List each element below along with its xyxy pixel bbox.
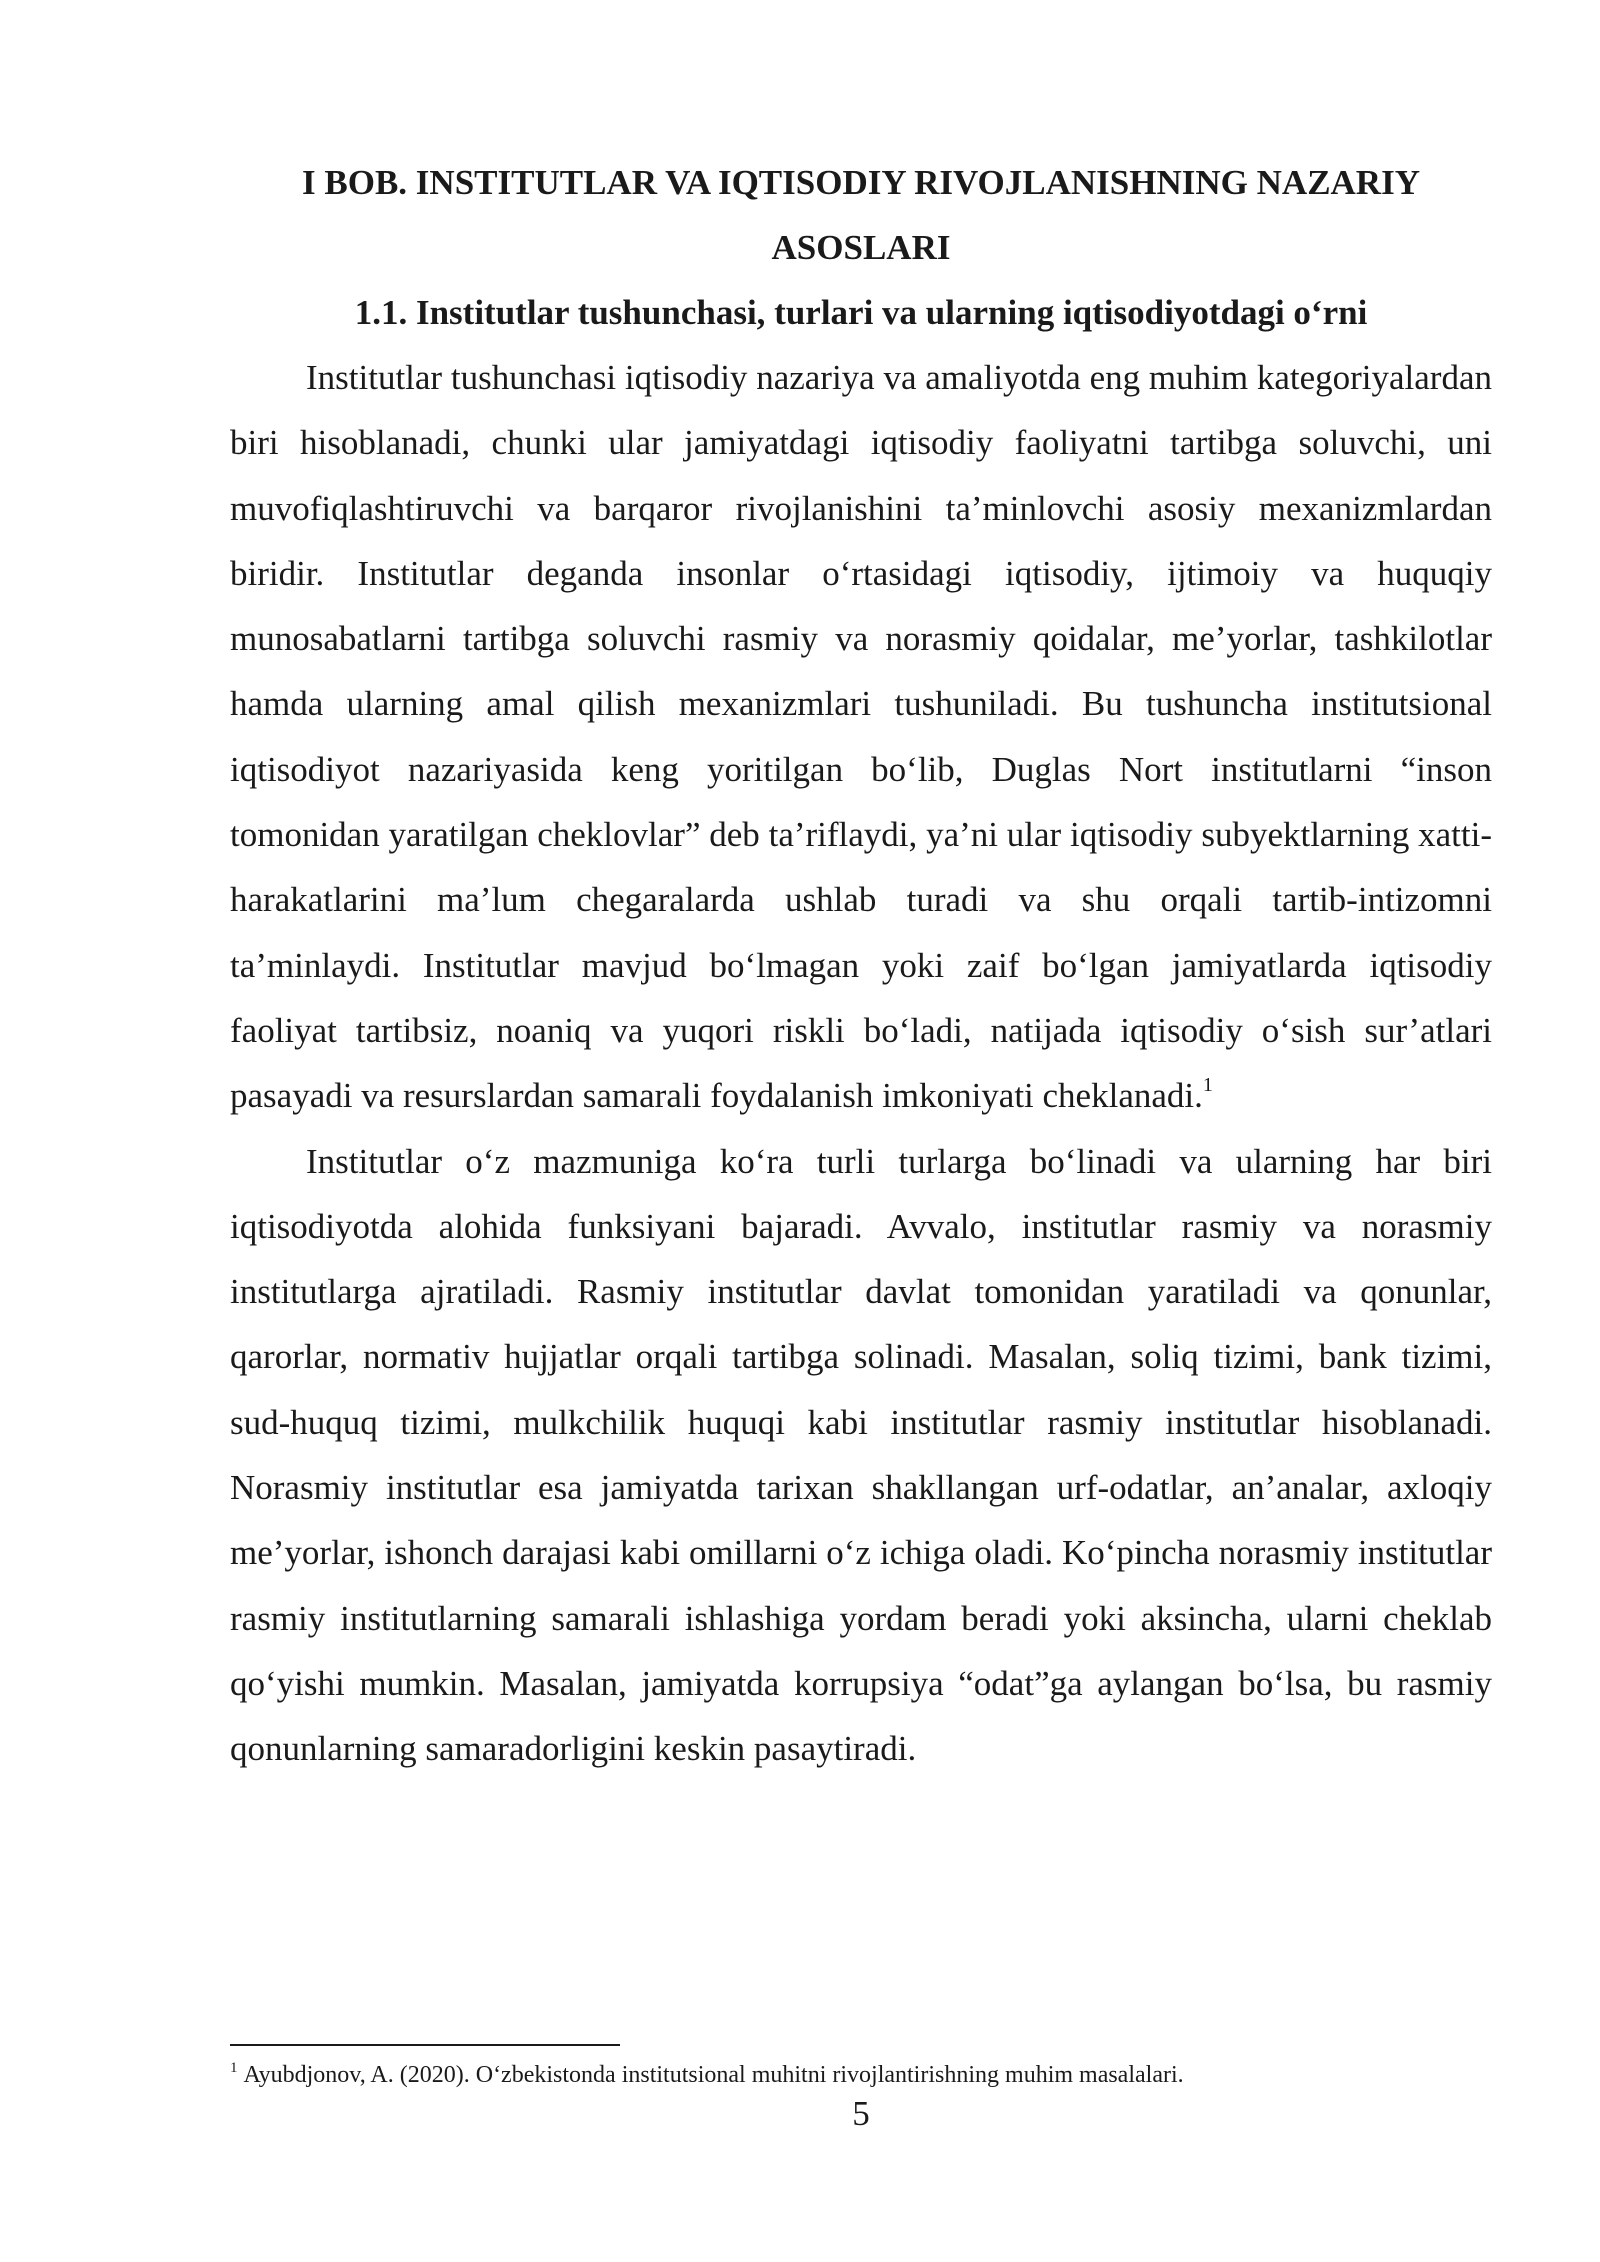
footnote-separator [230,2044,620,2046]
document-body [230,150,1492,1782]
page-number: 5 [852,2094,870,2133]
paragraph-2-text: Institutlar o‘z mazmuniga ko‘ra turli turlarga bo‘linadi va ularning har biri iqtisodiyotda alohida funksiyani bajaradi. Avvalo, institutlar rasmiy va norasmiy institutlarga ajratiladi. Rasmiy institutlar davlat tomonidan yaratiladi va qonunlar, qarorlar, normativ hujjatlar orqali tartibga solinadi. Masalan, soliq tizimi, bank tizimi, sud-huquq tizimi, mulkchilik huquqi kabi institutlar rasmiy institutlar hisoblanadi. Norasmiy institutlar esa jamiyatda tarixan shakllangan urf-odatlar, an’analar, axloqiy me’yorlar, ishonch darajasi kabi omillarni o‘z ichiga oladi. Ko‘pincha norasmiy institutlar rasmiy institutlarning samarali ishlashiga yordam beradi yoki aksincha, ularni cheklab qo‘yishi mumkin. Masalan, jamiyatda korrupsiya “odat”ga aylangan bo‘lsa, bu rasmiy qonunlarning samaradorligini keskin pasaytiradi. [230,1141,1492,1769]
footnote-number: 1 [230,2060,238,2076]
footnote-text: Ayubdjonov, A. (2020). O‘zbekistonda institutsional muhitni rivojlantirishning muhim masalalari. [243,2062,1184,2088]
paragraph-1 [230,345,1492,1129]
paragraph-1-text: Institutlar tushunchasi iqtisodiy nazariya va amaliyotda eng muhim kategoriyalardan biri hisoblanadi, chunki ular jamiyatdagi iqtisodiy faoliyatni tartibga soluvchi, uni muvofiqlashtiruvchi va barqaror rivojlanishini ta’minlovchi asosiy mexanizmlardan biridir. Institutlar deganda insonlar o‘rtasidagi iqtisodiy, ijtimoiy va huquqiy munosabatlarni tartibga soluvchi rasmiy va norasmiy qoidalar, me’yorlar, tashkilotlar hamda ularning amal qilish mexanizmlari tushuniladi. Bu tushuncha institutsional iqtisodiyot nazariyasida keng yoritilgan bo‘lib, Duglas Nort institutlarni “inson tomonidan yaratilgan cheklovlar” deb ta’riflaydi, ya’ni ular iqtisodiy subyektlarning xatti-harakatlarini ma’lum chegaralarda ushlab turadi va shu orqali tartib-intizomni ta’minlaydi. Institutlar mavjud bo‘lmagan yoki zaif bo‘lgan jamiyatlarda iqtisodiy faoliyat tartibsiz, noaniq va yuqori riskli bo‘ladi, natijada iqtisodiy o‘sish sur’atlari pasayadi va resurslardan samarali foydalanish imkoniyati cheklanadi. [230,358,1492,1116]
paragraph-2 [230,1129,1492,1782]
footnote-reference: 1 [1202,1074,1213,1097]
chapter-title: I BOB. INSTITUTLAR VA IQTISODIY RIVOJLANISHNING NAZARIY ASOSLARI [302,163,1420,267]
footnote [230,2060,1492,2090]
section-title: 1.1. Institutlar tushunchasi, turlari va ularning iqtisodiyotdagi o‘rni [354,293,1368,332]
